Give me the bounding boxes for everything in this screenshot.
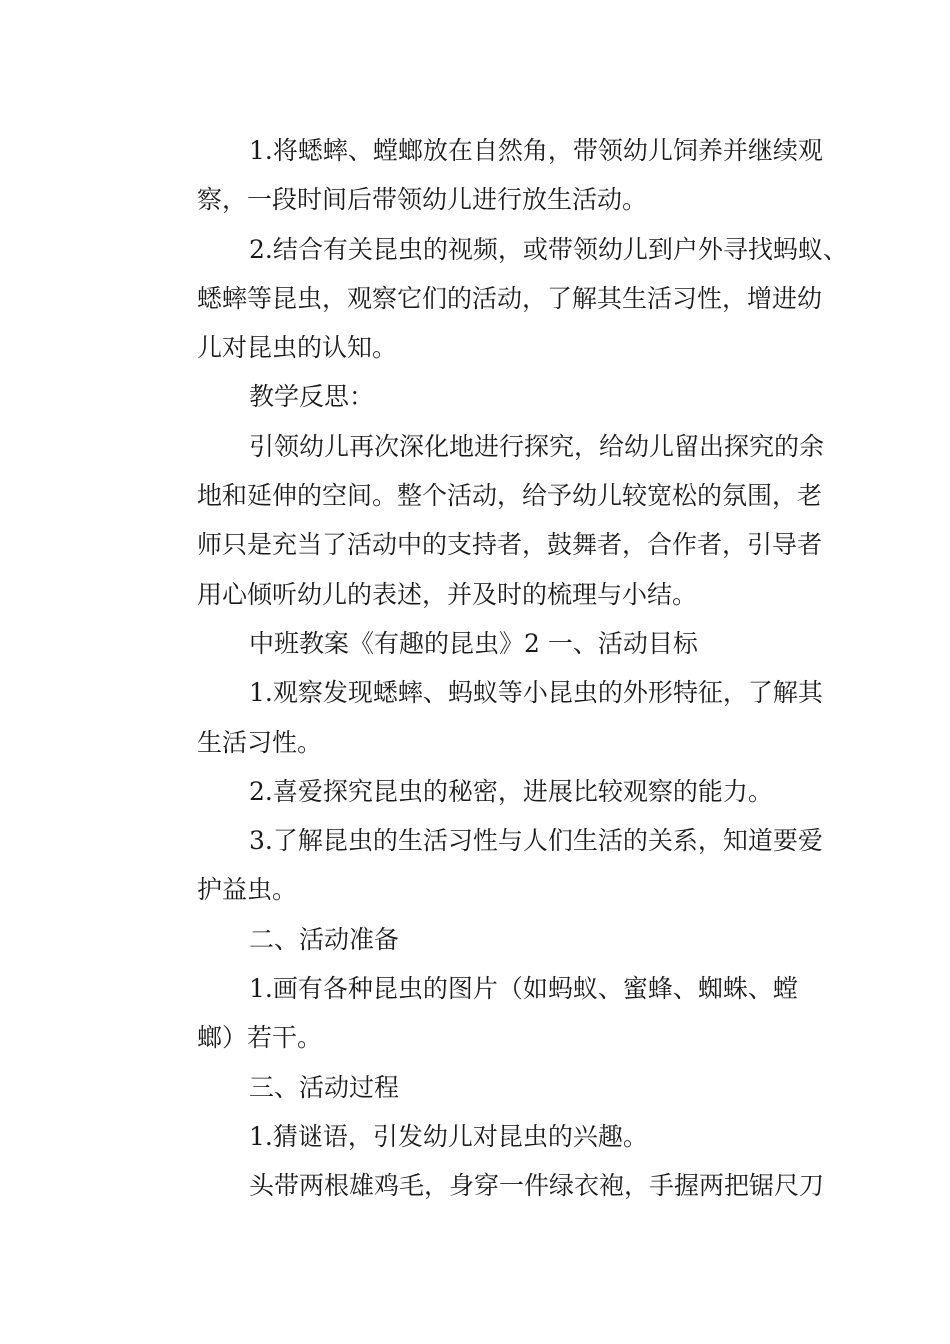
paragraph — [145, 1161, 825, 1210]
text-line: 1.观察发现蟋蟀、蚂蚁等小昆虫的外形特征，了解其 — [249, 678, 823, 708]
paragraph — [145, 964, 810, 1063]
paragraph — [145, 816, 823, 915]
text-line: 察，一段时间后带领幼儿进行放生活动。 — [197, 185, 648, 215]
section-heading — [145, 915, 810, 964]
section-heading — [145, 619, 810, 668]
text-line: 教学反思： — [249, 382, 375, 412]
section-heading — [145, 372, 810, 421]
text-line: 3.了解昆虫的生活习性与人们生活的关系，知道要爱 — [249, 826, 823, 856]
text-line: 引领幼儿再次深化地进行探究，给幼儿留出探究的余 — [249, 431, 825, 461]
text-line: 二、活动准备 — [249, 924, 400, 954]
text-line: 生活习性。 — [197, 727, 323, 757]
text-line: 用心倾听幼儿的表述，并及时的梳理与小结。 — [197, 579, 698, 609]
text-line: 蟋蟀等昆虫，观察它们的活动，了解其生活习性，增进幼 — [197, 283, 823, 313]
text-line: 儿对昆虫的认知。 — [197, 333, 398, 363]
document-body — [145, 126, 848, 1211]
section-heading — [145, 1063, 810, 1112]
paragraph — [145, 126, 823, 225]
text-line: 地和延伸的空间。整个活动，给予幼儿较宽松的氛围，老 — [197, 481, 823, 511]
paragraph — [145, 668, 823, 767]
text-line: 中班教案《有趣的昆虫》2 一、活动目标 — [249, 628, 698, 658]
text-line: 1.将蟋蟀、螳螂放在自然角，带领幼儿饲养并继续观 — [249, 136, 823, 165]
text-line: 1.画有各种昆虫的图片（如蚂蚁、蜜蜂、蜘蛛、螳 — [249, 974, 798, 1004]
paragraph — [145, 422, 825, 619]
paragraph — [145, 1112, 810, 1161]
paragraph — [145, 767, 810, 816]
text-line: 2.结合有关昆虫的视频，或带领幼儿到户外寻找蚂蚁、 — [249, 234, 848, 264]
text-line: 师只是充当了活动中的支持者，鼓舞者，合作者，引导者 — [197, 530, 823, 560]
text-line: 护益虫。 — [197, 875, 298, 905]
paragraph — [145, 225, 848, 373]
text-line: 螂）若干。 — [197, 1023, 323, 1053]
text-line: 头带两根雄鸡毛，身穿一件绿衣袍，手握两把锯尺刀 — [249, 1171, 825, 1201]
text-line: 三、活动过程 — [249, 1072, 400, 1102]
text-line: 2.喜爱探究昆虫的秘密，进展比较观察的能力。 — [249, 776, 773, 806]
text-line: 1.猜谜语，引发幼儿对昆虫的兴趣。 — [249, 1121, 648, 1151]
